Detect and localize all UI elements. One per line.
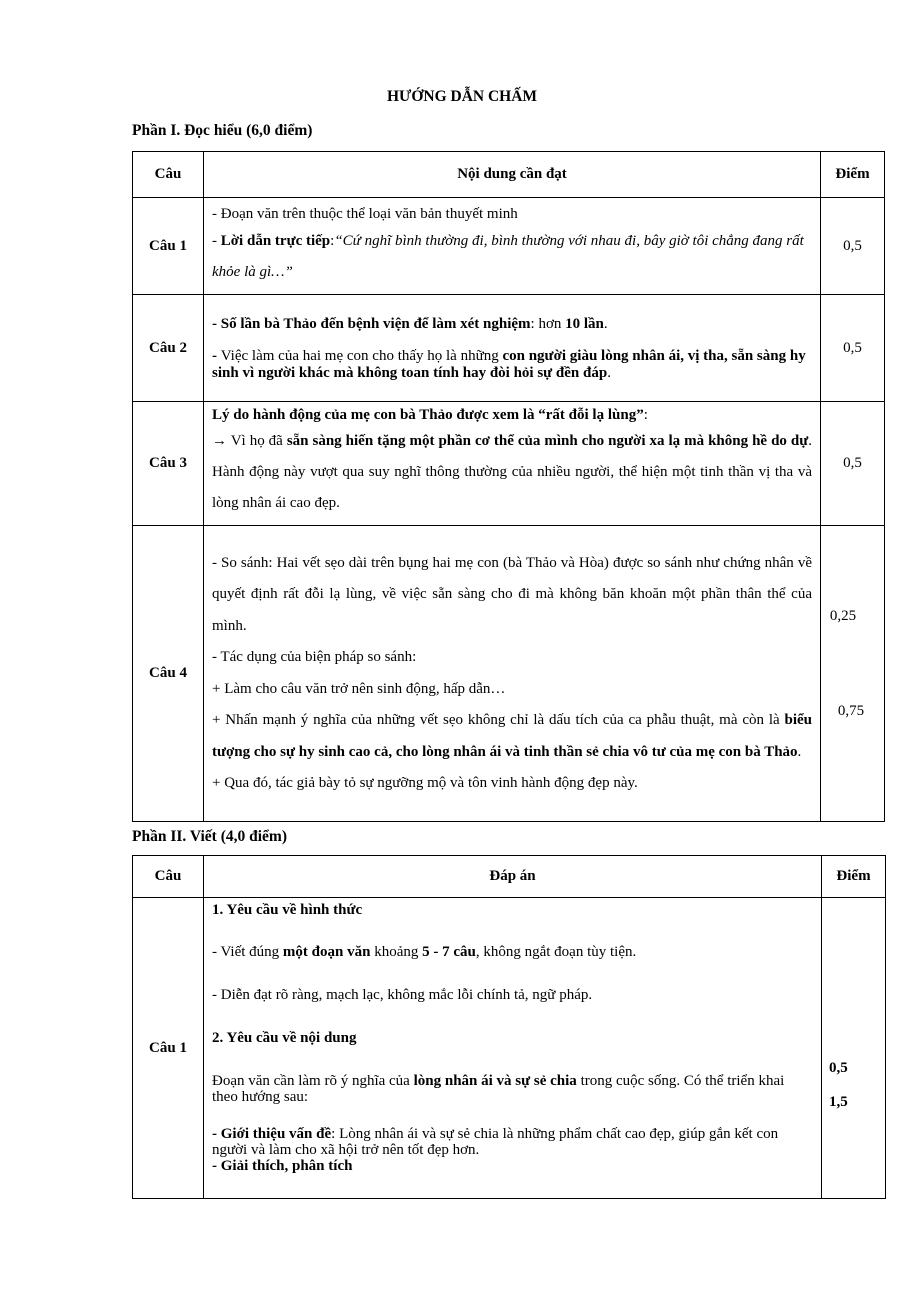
- answer-text: + Nhấn mạnh ý nghĩa của những vết sẹo không chỉ là dấu tích của ca phẫu thuật, mà còn là: [212, 712, 785, 728]
- header-diem: Điểm: [821, 152, 885, 198]
- bold-term: - Số lần bà Thảo đến bệnh viện để làm xét nghiệm: [212, 316, 531, 332]
- answer-text: - Viết đúng: [212, 944, 283, 960]
- answer-line: [212, 426, 812, 519]
- answer-content: [204, 898, 822, 1199]
- requirement-line: - Diễn đạt rõ ràng, mạch lạc, không mắc lỗi chính tả, ngữ pháp.: [212, 987, 593, 1003]
- answer-paragraph: - So sánh: Hai vết sẹo dài trên bụng hai mẹ con (bà Thảo và Hòa) được so sánh như chứng nhân về quyết định rất đỗi lạ lùng, về việc sẵn sàng cho đi mà không băn khoăn một phần thân thể của mình.: [212, 554, 812, 634]
- answer-text: khoảng: [370, 944, 423, 960]
- header-cau: Câu: [133, 856, 204, 898]
- answer-paragraph: + Qua đó, tác giả bày tỏ sự ngưỡng mộ và tôn vinh hành động đẹp này.: [212, 775, 638, 791]
- score-value: 0,5: [821, 402, 885, 526]
- question-label: Câu 1: [133, 898, 204, 1199]
- score-cell: [822, 898, 886, 1199]
- question-label: Câu 3: [133, 402, 204, 526]
- bold-term: biểu tượng cho sự hy sinh cao cả, cho lòng nhân ái và tinh thần sẻ chia vô tư của mẹ con bà Thảo: [212, 712, 812, 760]
- bold-term: 5 - 7 câu: [422, 944, 476, 960]
- header-diem: Điểm: [822, 856, 886, 898]
- answer-text: , không ngắt đoạn tùy tiện.: [475, 944, 637, 960]
- grading-table-part1: [132, 151, 885, 822]
- table-row-cau3: [133, 402, 885, 526]
- answer-text: hơn: [538, 316, 562, 332]
- table-row-cau4: [133, 526, 885, 822]
- table-header-row: [133, 152, 885, 198]
- table-row-cau1: [133, 898, 886, 1199]
- answer-paragraph: - Tác dụng của biện pháp so sánh:: [212, 649, 417, 665]
- score-value-a: 0,25: [829, 608, 857, 624]
- score-value-b: 0,75: [837, 703, 865, 719]
- period: .: [607, 365, 611, 381]
- bold-term: - Giới thiệu vấn đề: [212, 1126, 332, 1142]
- answer-text: : Lòng nhân ái và sự sẻ chia là những phẩm chất cao đẹp, giúp gắn kết con người và làm cho xã hội trở nên tốt đẹp hơn.: [212, 1126, 779, 1158]
- score-value-b: 1,5: [829, 1094, 848, 1110]
- answer-paragraph: + Làm cho câu văn trở nên sinh động, hấp dẫn…: [212, 680, 506, 697]
- bold-term: sẵn sàng hiến tặng một phần cơ thể của mình cho người xa lạ mà không hề do dự: [286, 433, 809, 449]
- requirement-line: [212, 944, 813, 961]
- answer-content: [204, 402, 821, 526]
- colon: :: [530, 316, 539, 332]
- period: .: [603, 316, 608, 332]
- question-label: Câu 1: [133, 198, 204, 295]
- section-heading-part1: Phần I. Đọc hiểu (6,0 điểm): [132, 122, 313, 139]
- score-value-a: 0,5: [829, 1060, 848, 1076]
- dash: -: [212, 348, 221, 364]
- score-value: 0,5: [821, 198, 885, 295]
- answer-text: Việc làm của hai mẹ con cho thấy họ là những: [220, 348, 503, 364]
- bold-term: 10 lần: [561, 316, 604, 332]
- quote-text: “Cứ nghĩ bình thường đi, bình thường với nhau đi, bây giờ tôi chẳng đang rất khỏe là gì…”: [212, 233, 804, 280]
- colon: :: [330, 233, 335, 249]
- answer-text: . Hành động này vượt qua suy nghĩ thông thường của nhiều người, thể hiện một tinh thần vị tha và lòng nhân ái cao đẹp.: [212, 433, 812, 511]
- answer-text: trong cuộc sống. Có thể triển khai theo hướng sau:: [212, 1073, 785, 1105]
- arrow-text: → Vì họ đã: [212, 433, 287, 449]
- section-heading-part2: Phần II. Viết (4,0 điểm): [132, 828, 287, 845]
- header-noidung: Nội dung cần đạt: [204, 152, 821, 198]
- question-label: Câu 2: [133, 295, 204, 402]
- grading-table-part2: [132, 855, 886, 1199]
- bold-term: Lý do hành động của mẹ con bà Thảo được xem là “rất đỗi lạ lùng”: [212, 407, 644, 423]
- table-row-cau2: [133, 295, 885, 402]
- answer-content: [204, 295, 821, 402]
- answer-content: [204, 526, 821, 822]
- answer-text: Đoạn văn cần làm rõ ý nghĩa của: [212, 1073, 414, 1089]
- question-label: Câu 4: [133, 526, 204, 822]
- bold-term: Lời dẫn trực tiếp: [220, 233, 331, 249]
- bold-term: một đoạn văn: [282, 944, 371, 960]
- requirement-heading: 1. Yêu cầu về hình thức: [212, 902, 363, 918]
- requirement-line: [212, 1073, 813, 1105]
- bold-term: lòng nhân ái và sự sẻ chia: [413, 1073, 577, 1089]
- score-cell: [821, 526, 885, 822]
- answer-line: - Đoạn văn trên thuộc thể loại văn bản thuyết minh: [212, 206, 518, 222]
- document-title: HƯỚNG DẪN CHẤM: [386, 88, 538, 105]
- table-header-row: [133, 856, 886, 898]
- header-dapan: Đáp án: [204, 856, 822, 898]
- answer-paragraph: [212, 705, 812, 768]
- header-cau: Câu: [133, 152, 204, 198]
- bold-term: con người giàu lòng nhân ái, vị tha, sẵn sàng hy sinh vì người khác mà không toan tính hay đòi hỏi sự đền đáp: [212, 348, 806, 381]
- period: .: [797, 743, 802, 760]
- table-row-cau1: [133, 198, 885, 295]
- requirement-line: [212, 1126, 813, 1158]
- score-value: 0,5: [821, 295, 885, 402]
- answer-content: [204, 198, 821, 295]
- requirement-heading: 2. Yêu cầu về nội dung: [212, 1030, 357, 1046]
- answer-line: [212, 404, 812, 426]
- answer-line: [212, 226, 812, 288]
- dash: -: [212, 233, 221, 249]
- answer-line: [212, 314, 812, 334]
- answer-line: [212, 348, 812, 382]
- colon: :: [643, 407, 648, 423]
- requirement-line: - Giải thích, phân tích: [212, 1158, 353, 1174]
